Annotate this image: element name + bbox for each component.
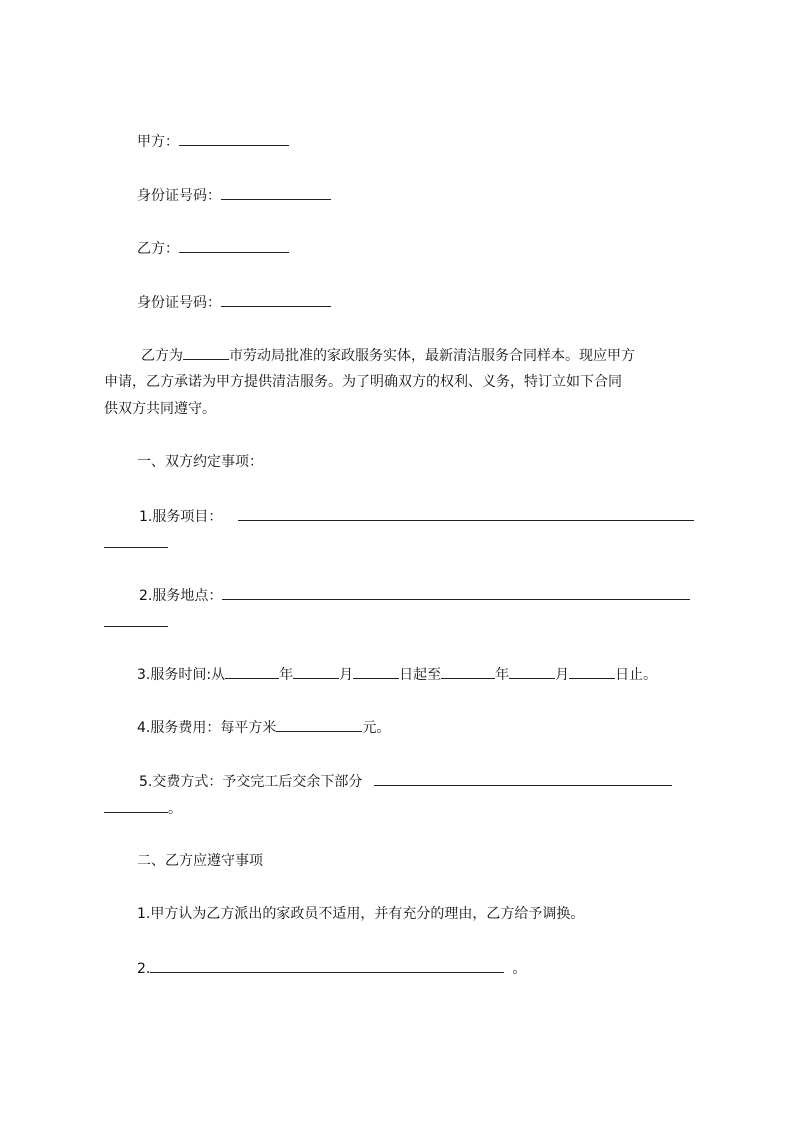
- item3-year2: 年: [495, 667, 510, 683]
- party-a-id-line: [137, 185, 331, 206]
- item4-price-blank[interactable]: [276, 717, 362, 732]
- item2-blank[interactable]: [222, 585, 690, 600]
- intro-line-1: [141, 345, 635, 366]
- item4-line: [137, 717, 390, 738]
- item4-suffix: 元。: [362, 720, 391, 736]
- item1-line-2: [104, 533, 168, 554]
- item2-label: 2.服务地点：: [139, 588, 223, 604]
- party-a-label: 甲方：: [137, 134, 179, 150]
- item3-day1-blank[interactable]: [353, 664, 399, 679]
- section2-title: 二、乙方应遵守事项: [137, 853, 263, 869]
- item3-year1-blank[interactable]: [225, 664, 279, 679]
- item3-year2-blank[interactable]: [441, 664, 495, 679]
- item3-day2-blank[interactable]: [569, 664, 615, 679]
- intro-line-3: 供双方共同遵守。: [104, 401, 216, 417]
- item3-month2-blank[interactable]: [509, 664, 555, 679]
- item5-suffix: 。: [168, 801, 182, 817]
- item3-month1: 月: [339, 667, 354, 683]
- intro-line-2: 申请，乙方承诺为甲方提供清洁服务。为了明确双方的权利、义务，特订立如下合同: [104, 374, 622, 390]
- party-b-id-blank[interactable]: [221, 292, 331, 307]
- item3-day1: 日起至: [399, 667, 442, 683]
- item3-month1-blank[interactable]: [293, 664, 339, 679]
- item5-line: [139, 771, 672, 792]
- item3-year1: 年: [279, 667, 294, 683]
- item2-line: [139, 585, 690, 606]
- party-b-line: [137, 238, 289, 259]
- section2-item2-suffix: 。: [512, 961, 527, 977]
- party-a-blank[interactable]: [179, 131, 289, 146]
- party-b-blank[interactable]: [179, 238, 289, 253]
- section2-item1: 1.甲方认为乙方派出的家政员不适用，并有充分的理由，乙方给予调换。: [137, 906, 585, 922]
- item2-line-2: [104, 612, 168, 633]
- item5-blank[interactable]: [374, 771, 672, 786]
- item1-blank[interactable]: [238, 506, 694, 521]
- item3-line: [137, 664, 657, 685]
- item3-month2: 月: [555, 667, 570, 683]
- item3-day2: 日止。: [615, 667, 658, 683]
- item1-blank-cont[interactable]: [104, 533, 168, 548]
- section2-item2-blank[interactable]: [150, 958, 504, 973]
- item2-blank-cont[interactable]: [104, 612, 168, 627]
- item5-label: 5.交费方式：予交完工后交余下部分: [139, 774, 363, 790]
- item1-line: [139, 506, 694, 527]
- party-b-label: 乙方：: [137, 241, 179, 257]
- item1-label: 1.服务项目：: [139, 509, 223, 525]
- item5-line-2: [104, 798, 182, 819]
- intro-part2: 市劳动局批准的家政服务实体，最新清洁服务合同样本。现应甲方: [229, 348, 635, 364]
- party-b-id-line: [137, 292, 331, 313]
- section1-title: 一、双方约定事项：: [137, 454, 263, 470]
- party-a-id-blank[interactable]: [221, 185, 331, 200]
- intro-part1: 乙方为: [141, 348, 183, 364]
- item3-prefix: 3.服务时间:从: [137, 667, 226, 683]
- section2-item2-prefix: 2.: [137, 961, 151, 977]
- party-b-id-label: 身份证号码：: [137, 295, 221, 311]
- party-a-line: [137, 131, 289, 152]
- item5-blank-cont[interactable]: [104, 798, 168, 813]
- section2-item2-line: [137, 958, 526, 979]
- item4-prefix: 4.服务费用：每平方米: [137, 720, 277, 736]
- party-a-id-label: 身份证号码：: [137, 188, 221, 204]
- intro-city-blank[interactable]: [183, 345, 229, 360]
